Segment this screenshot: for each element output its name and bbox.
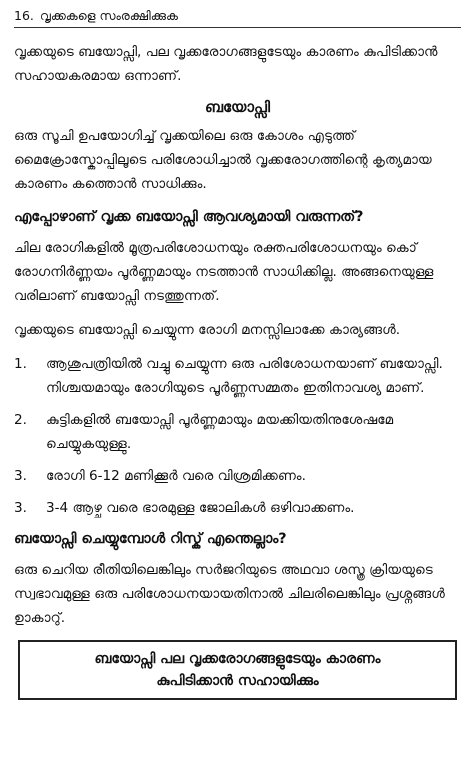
question-heading-when: എപ്പോഴാണ് വൃക്ക ബയോപ്സി ആവശ്യമായി വരുന്നത്? <box>14 209 364 225</box>
summary-callout-box <box>18 640 457 700</box>
list-item-number: 1. <box>14 356 27 372</box>
list-item-text: 3-4 ആഴ്ച വരെ ഭാരമുള്ള ജോലികൾ ഒഴിവാക്കണം. <box>46 500 355 516</box>
page-number: 16. <box>14 8 34 23</box>
list-item <box>14 496 461 520</box>
list-item-text: ആശുപത്രിയിൽ വച്ചു ചെയ്യുന്ന ഒരു പരിശോധനയാണ് ബയോപ്സി. നിശ്ചയമായും രോഗിയുടെ പൂർണ്ണസമ്മതം ഇതിനാവശ്യ മാണ്. <box>46 356 443 396</box>
running-header <box>14 0 461 28</box>
risk-paragraph: ഒരു ചെറിയ രീതിയിലെങ്കിലും സർജറിയുടെ അഥവാ ശസ്ത്ര ക്രിയയുടെ സ്വഭാവമുള്ള ഒരു പരിശോധനയായതിനാൽ ചിലരിലെങ്കിലും പ്രശ്നങ്ങൾ ഉാകാറു്. <box>14 562 445 626</box>
callout-line-2: കുപിടിക്കാൻ സഹായിക്കും <box>156 673 319 689</box>
section-paragraph: ഒരു സൂചി ഉപയോഗിച്ച് വൃക്കയിലെ ഒരു കോശം എടുത്ത് മൈക്രോസ്കോപ്പിലൂടെ പരിശോധിച്ചാൽ വൃക്കരോഗത്തിന്റെ കൃത്യമായ കാരണം കത്തൊൻ സാധിക്കും. <box>14 128 432 192</box>
list-item <box>14 464 461 488</box>
list-item-number: 3. <box>14 500 27 516</box>
section-title: ബയോപ്സി <box>204 98 271 116</box>
intro-paragraph: വൃക്കയുടെ ബയോപ്സി, പല വൃക്കരോഗങ്ങളുടേയും കാരണം കുപിടിക്കാൻ സഹായകരമായ ഒന്നാണ്. <box>14 44 438 84</box>
callout-line-1: ബയോപ്സി പല വൃക്കരോഗങ്ങളുടേയും കാരണം <box>94 651 381 667</box>
patient-notes-list <box>14 352 461 520</box>
list-item <box>14 408 461 456</box>
list-item-number: 2. <box>14 412 27 428</box>
list-item-number: 3. <box>14 468 27 484</box>
patient-notes-intro: വൃക്കയുടെ ബയോപ്സി ചെയ്യുന്ന രോഗി മനസ്സിലാക്കേ കാര്യങ്ങൾ. <box>14 322 401 338</box>
running-title: വൃക്കകളെ സംരക്ഷിക്കുക <box>39 8 178 23</box>
list-item <box>14 352 461 400</box>
when-paragraph: ചില രോഗികളിൽ മൂത്രപരിശോധനയും രക്തപരിശോധനയും കൊ് രോഗനിർണ്ണയം പൂർണ്ണമായും നടത്താൻ സാധിക്കില്ല. അങ്ങനെയുള്ള വരിലാണ് ബയോപ്സി നടത്തുന്നത്. <box>14 240 434 304</box>
list-item-text: കുട്ടികളിൽ ബയോപ്സി പൂർണ്ണമായും മയക്കിയതിനുശേഷമേ ചെയ്യുകയുള്ളു. <box>46 412 394 452</box>
question-heading-risk: ബയോപ്സി ചെയ്യുമ്പോൾ റിസ്ക് എന്തെല്ലാം? <box>14 531 287 547</box>
list-item-text: രോഗി 6-12 മണിക്കൂർ വരെ വിശ്രമിക്കണം. <box>46 468 306 484</box>
